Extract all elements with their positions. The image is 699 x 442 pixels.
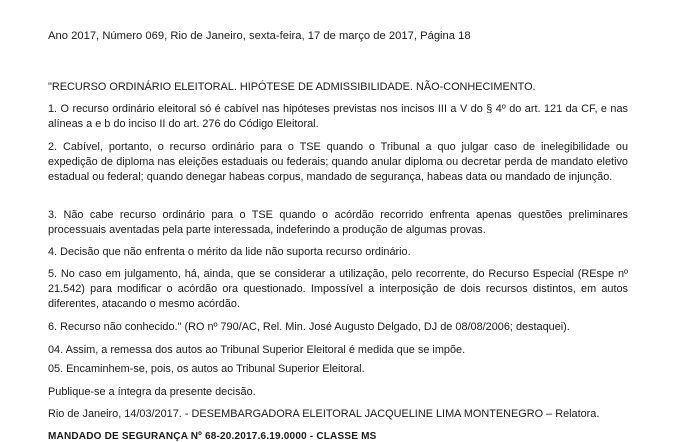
section-title: "RECURSO ORDINÁRIO ELEITORAL. HIPÓTESE DE ADMISSIBILIDADE. NÃO-CONHECIMENTO. [48, 81, 536, 93]
paragraph-3: 3. Não cabe recurso ordinário para o TSE quando o acórdão recorrido enfrenta apenas questões preliminares processuais aventadas pela parte interessada, indeferindo a produção de algumas provas. [48, 209, 628, 236]
paragraph-1: 1. O recurso ordinário eleitoral só é cabível nas hipóteses previstas nos incisos III a V do § 4º do art. 121 da CF, e nas alíneas a e b do inciso II do art. 276 do Código Eleitoral. [48, 103, 628, 130]
next-section-heading: MANDADO DE SEGURANÇA Nº 68-20.2017.6.19.0000 - CLASSE MS [48, 431, 377, 442]
paragraph-4: 4. Decisão que não enfrenta o mérito da lide não suporta recurso ordinário. [48, 246, 411, 258]
paragraph-6: 6. Recurso não conhecido." (RO nº 790/AC, Rel. Min. José Augusto Delgado, DJ de 08/08/2006; destaquei). [48, 321, 570, 333]
paragraph-04: 04. Assim, a remessa dos autos ao Tribunal Superior Eleitoral é medida que se impõe. [48, 344, 466, 356]
paragraph-05: 05. Encaminhem-se, pois, os autos ao Tribunal Superior Eleitoral. [48, 363, 365, 375]
publish-notice: Publique-se a íntegra da presente decisão. [48, 386, 256, 398]
signature-line: Rio de Janeiro, 14/03/2017. - DESEMBARGADORA ELEITORAL JACQUELINE LIMA MONTENEGRO – Relatora. [48, 408, 600, 420]
paragraph-5: 5. No caso em julgamento, há, ainda, que se considerar a utilização, pelo recorrente, do Recurso Especial (REspe nº 21.542) para modificar o acórdão ora questionado. Impossível a interposição de dois recursos distintos, em autos diferentes, atacando o mesmo acórdão. [48, 268, 628, 310]
page-header: Ano 2017, Número 069, Rio de Janeiro, sexta-feira, 17 de março de 2017, Página 18 [48, 30, 471, 42]
paragraph-2: 2. Cabível, portanto, o recurso ordinário para o TSE quando o Tribunal a quo julgar caso de inelegibilidade ou expedição de diploma nas eleições estaduais ou federais; quando anular diploma ou decretar perda de mandato eletivo estadual ou federal; quando denegar habeas corpus, mandado de segurança, habeas data ou mandado de injunção. [48, 141, 628, 183]
